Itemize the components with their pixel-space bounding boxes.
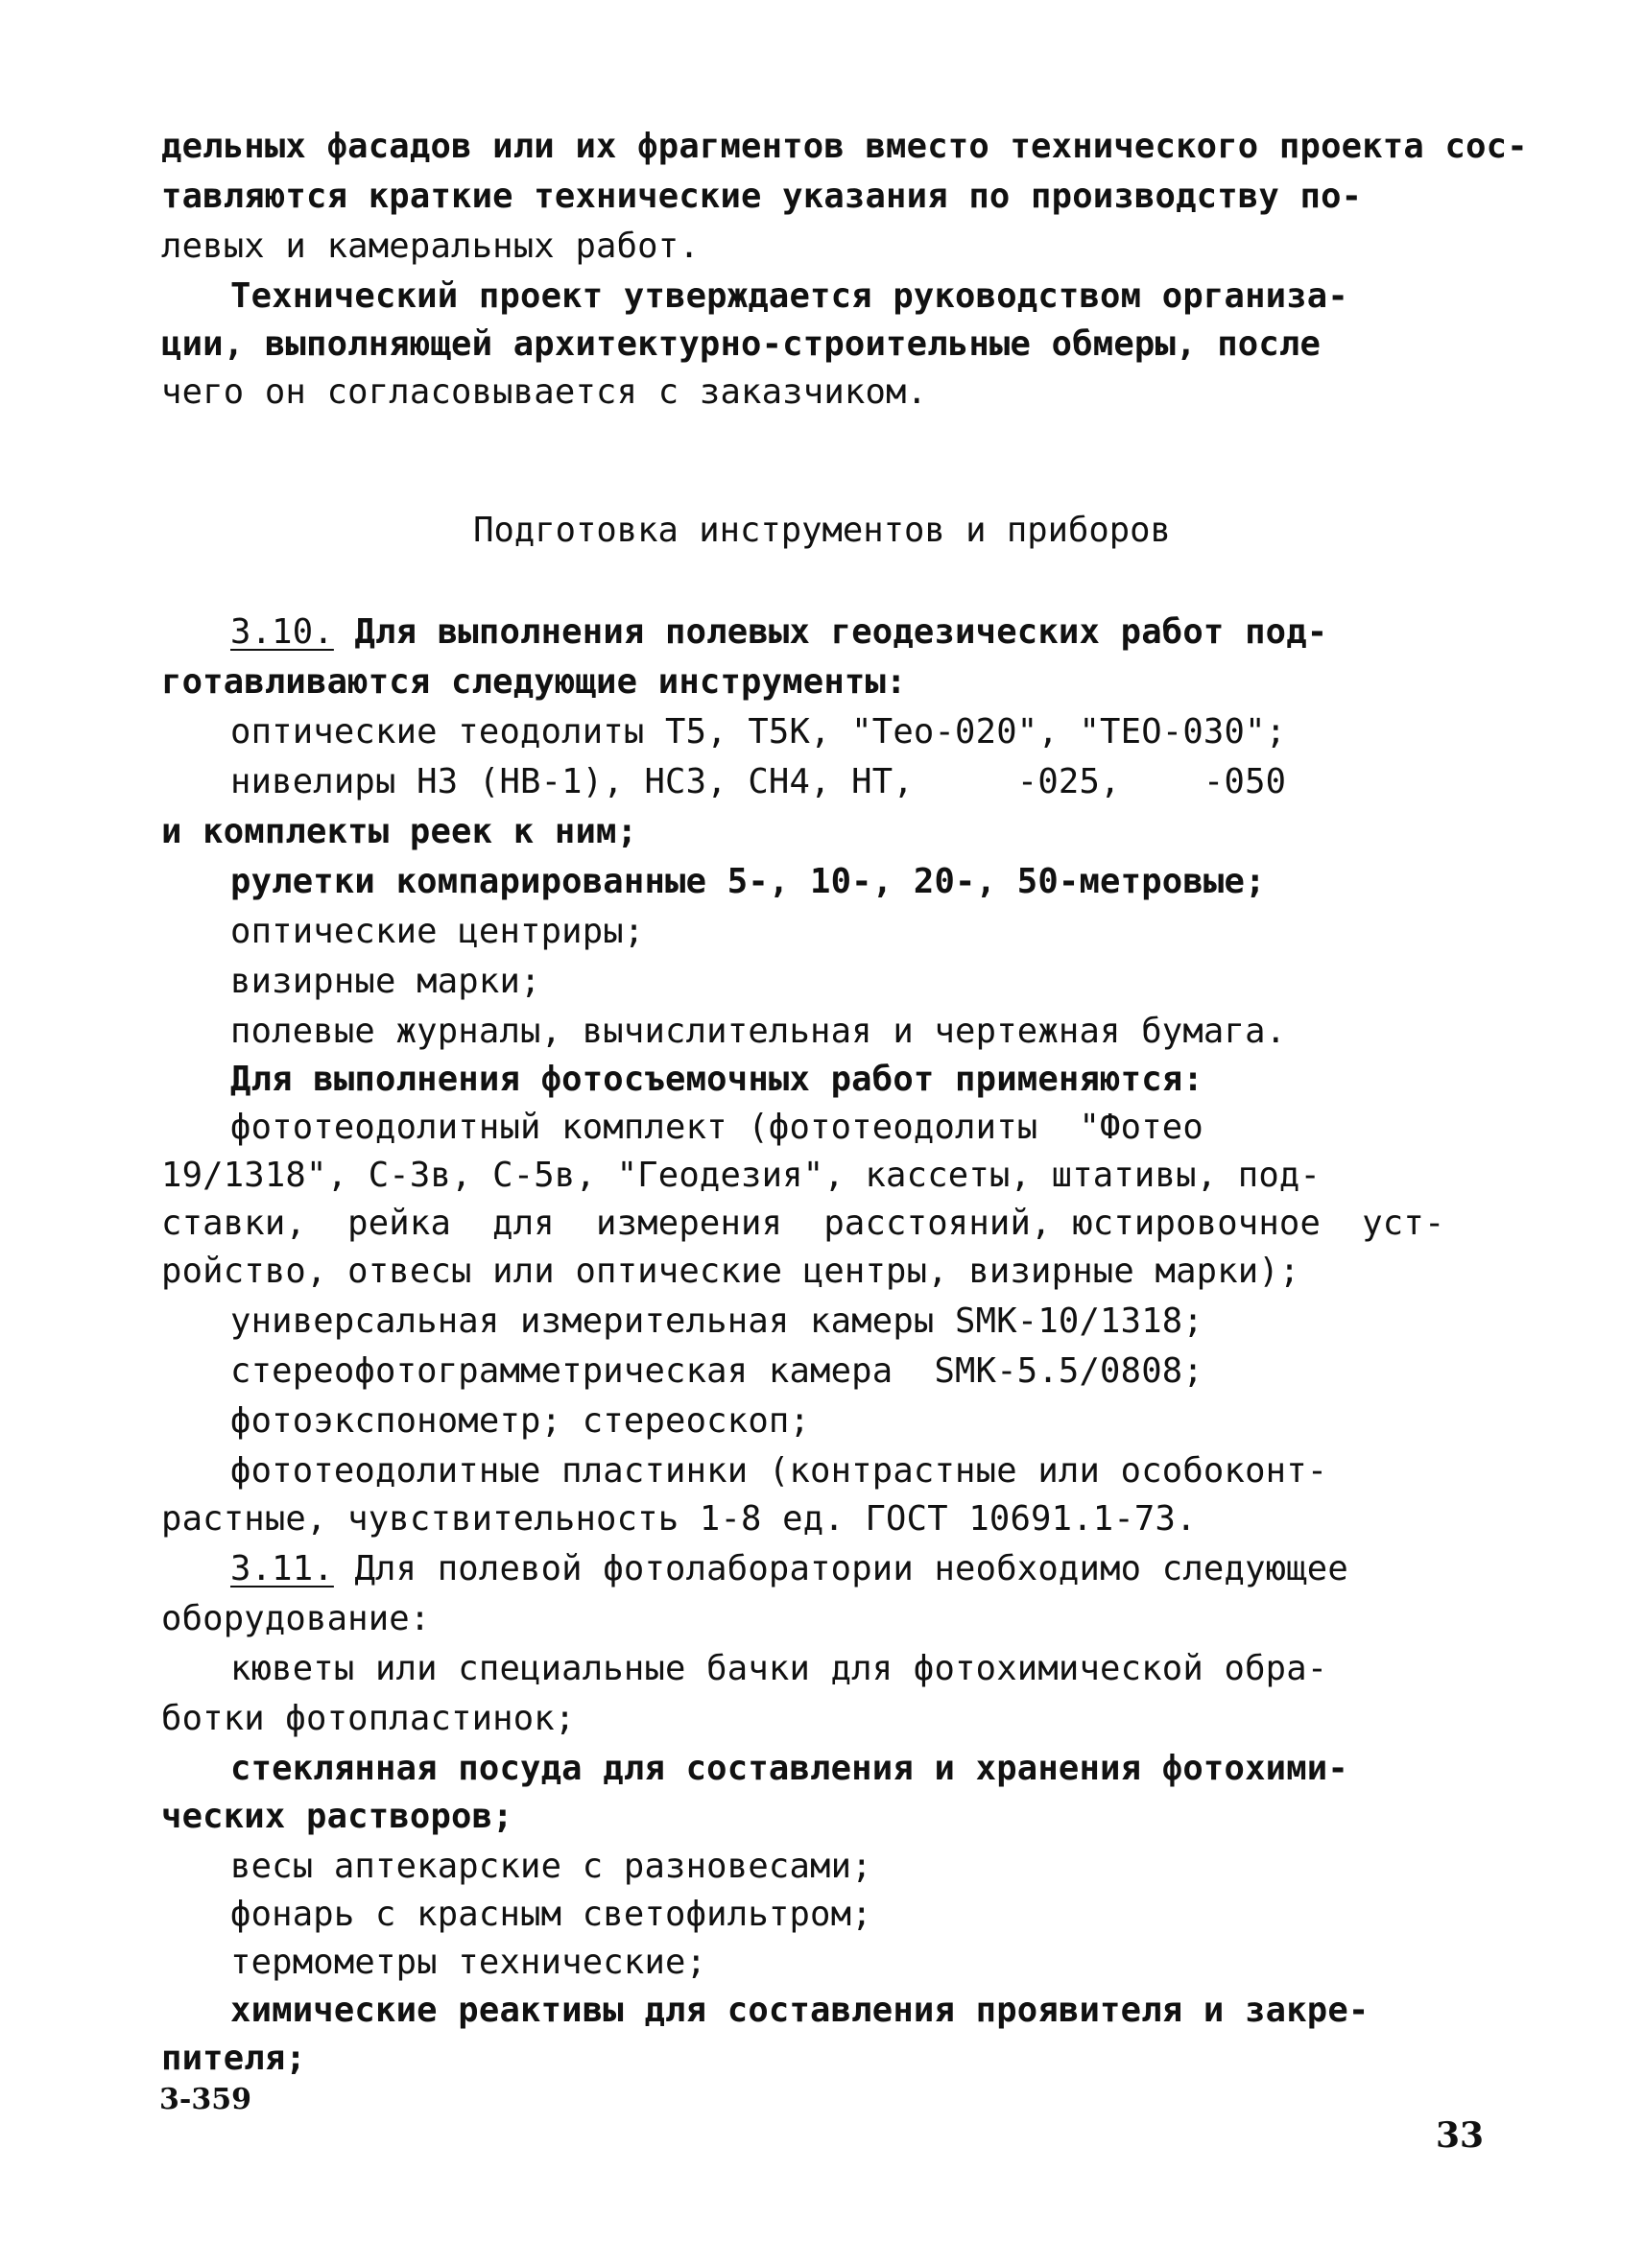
list-item: фототеодолитные пластинки (контрастные или особоконт- bbox=[230, 1451, 1328, 1491]
section-heading: Подготовка инструментов и приборов bbox=[473, 511, 1171, 550]
list-item: стеклянная посуда для составления и хранения фотохими- bbox=[230, 1749, 1348, 1788]
text-segment: Для выполнения полевых геодезических работ под- bbox=[333, 612, 1328, 652]
text-line: 19/1318", С-3в, С-5в, "Геодезия", кассеты, штативы, под- bbox=[161, 1156, 1322, 1195]
list-item: фонарь с красным светофильтром; bbox=[230, 1895, 872, 1934]
list-item: кюветы или специальные бачки для фотохимической обра- bbox=[230, 1649, 1328, 1688]
text-line: Для выполнения фотосъемочных работ применяются: bbox=[230, 1060, 1203, 1099]
list-item: химические реактивы для составления проявителя и закре- bbox=[230, 1991, 1370, 2030]
text-line: Технический проект утверждается руководством организа- bbox=[230, 276, 1348, 316]
text-line: ции, выполняющей архитектурно-строительные обмеры, после bbox=[161, 324, 1322, 364]
text-line: и комплекты реек к ним; bbox=[161, 812, 638, 851]
list-item: нивелиры Н3 (НВ-1), НС3, СН4, НТ, -025, -050 bbox=[230, 762, 1287, 801]
text-line: пителя; bbox=[161, 2039, 307, 2078]
section-number-3-10: 3.10. bbox=[230, 612, 334, 652]
document-code: 3-359 bbox=[159, 2083, 251, 2116]
list-item: рулетки компарированные 5-, 10-, 20-, 50-метровые; bbox=[230, 862, 1266, 901]
text-line: готавливаются следующие инструменты: bbox=[161, 662, 907, 702]
paragraph-3-11-first-line bbox=[230, 1545, 1348, 1593]
list-item: оптические центриры; bbox=[230, 912, 645, 951]
text-line: тавляются краткие технические указания по производству по- bbox=[161, 177, 1363, 216]
paragraph-3-10-first-line bbox=[230, 609, 1327, 657]
text-line: дельных фасадов или их фрагментов вместо технического проекта сос- bbox=[161, 127, 1528, 166]
section-number-3-11: 3.11. bbox=[230, 1549, 334, 1588]
list-item: визирные марки; bbox=[230, 962, 541, 1001]
list-item: весы аптекарские с разновесами; bbox=[230, 1847, 872, 1886]
list-item: термометры технические; bbox=[230, 1943, 707, 1982]
page-number: 33 bbox=[1436, 2115, 1485, 2156]
text-line: левых и камеральных работ. bbox=[161, 227, 700, 266]
list-item: полевые журналы, вычислительная и чертежная бумага. bbox=[230, 1012, 1287, 1051]
list-item: оптические теодолиты Т5, Т5К, "Тео-020", "ТЕО-030"; bbox=[230, 712, 1287, 752]
text-line: ческих растворов; bbox=[161, 1797, 513, 1836]
text-line: оборудование: bbox=[161, 1599, 431, 1638]
text-segment: Для полевой фотолаборатории необходимо следующее bbox=[333, 1549, 1348, 1588]
list-item: стереофотограмметрическая камера SMK-5.5/0808; bbox=[230, 1351, 1203, 1391]
text-line: ройство, отвесы или оптические центры, визирные марки); bbox=[161, 1252, 1300, 1291]
text-line: ставки, рейка для измерения расстояний, юстировочное уст- bbox=[161, 1204, 1445, 1243]
list-item: фототеодолитный комплект (фототеодолиты "Фотео bbox=[230, 1108, 1203, 1147]
list-item: фотоэкспонометр; стереоскоп; bbox=[230, 1401, 811, 1441]
text-line: ботки фотопластинок; bbox=[161, 1699, 576, 1738]
text-line: растные, чувствительность 1-8 ед. ГОСТ 10691.1-73. bbox=[161, 1499, 1197, 1539]
list-item: универсальная измерительная камеры SMK-10/1318; bbox=[230, 1301, 1203, 1341]
text-line: чего он согласовывается с заказчиком. bbox=[161, 372, 928, 412]
